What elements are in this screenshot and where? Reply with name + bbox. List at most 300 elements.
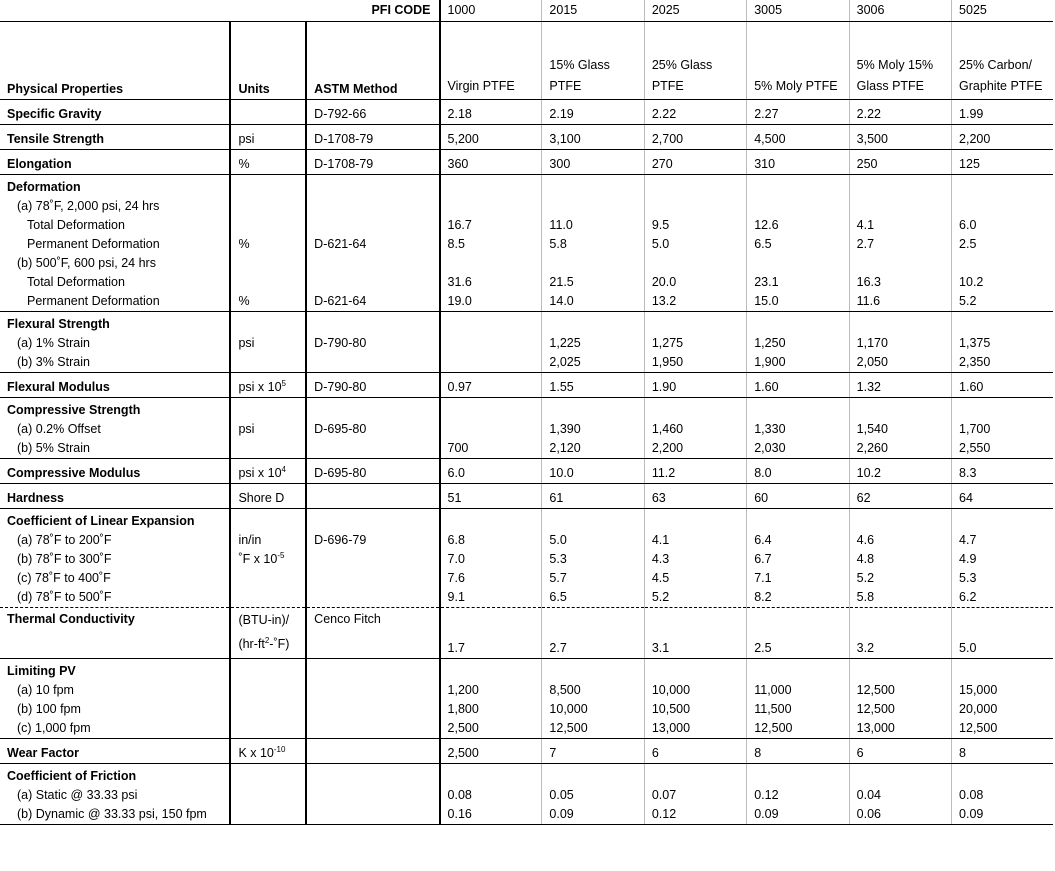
friction-b-method [306, 805, 439, 825]
linear-expansion-b-value: 4.3 [644, 550, 746, 569]
flexural-strength-b-value: 1,900 [747, 353, 849, 373]
pfi-code: 2015 [542, 0, 644, 22]
deformation-a-total-unit [230, 216, 306, 235]
elongation-value: 125 [952, 150, 1053, 175]
friction-a-value: 0.04 [849, 786, 951, 805]
deformation-b-perm-value: 19.0 [440, 292, 542, 312]
thermal-conductivity-value: 2.5 [747, 608, 849, 659]
pfi-code: 2025 [644, 0, 746, 22]
compressive-modulus-value: 11.2 [644, 459, 746, 484]
linear-expansion-d-value: 6.5 [542, 588, 644, 608]
flexural-strength-a-value: 1,250 [747, 334, 849, 353]
deformation-b-value [644, 254, 746, 273]
material-header-line: Virgin PTFE [447, 79, 515, 93]
material-header-line: 25% Glass [651, 58, 713, 72]
deformation-value [747, 175, 849, 198]
limiting-pv-b-unit [230, 700, 306, 719]
deformation-b-row [0, 254, 1053, 273]
tensile-strength-label: Tensile Strength [0, 125, 230, 150]
limiting-pv-c-value: 13,000 [644, 719, 746, 739]
flexural-strength-value [440, 312, 542, 335]
limiting-pv-value [542, 659, 644, 682]
specific-gravity-label: Specific Gravity [0, 100, 230, 125]
compressive-modulus-method: D-695-80 [306, 459, 439, 484]
compressive-strength-a-value: 1,540 [849, 420, 951, 439]
material-header [644, 22, 746, 100]
deformation-a-method [306, 197, 439, 216]
flexural-modulus-value: 1.60 [952, 373, 1053, 398]
linear-expansion-b-value: 6.7 [747, 550, 849, 569]
thermal-conductivity-unit-exponent: 2 [264, 636, 270, 645]
limiting-pv-b-value: 10,000 [542, 700, 644, 719]
deformation-b-perm-value: 5.2 [952, 292, 1053, 312]
units-header: Units [230, 22, 306, 100]
deformation-b-total-label: Total Deformation [27, 275, 125, 289]
linear-expansion-a-value: 4.7 [952, 531, 1053, 550]
flexural-strength-row [0, 312, 1053, 335]
compressive-modulus-value: 8.3 [952, 459, 1053, 484]
pfi-code: 3005 [747, 0, 849, 22]
linear-expansion-a-value: 6.8 [440, 531, 542, 550]
flexural-strength-b-value: 2,025 [542, 353, 644, 373]
deformation-a-value [952, 197, 1053, 216]
friction-a-unit [230, 786, 306, 805]
linear-expansion-d-unit [230, 588, 306, 608]
deformation-value [952, 175, 1053, 198]
linear-expansion-d-label: (d) 78˚F to 500˚F [0, 588, 230, 608]
linear-expansion-c-unit [230, 569, 306, 588]
thermal-conductivity-row [0, 608, 1053, 659]
linear-expansion-b-method [306, 550, 439, 569]
physical-properties-header: Physical Properties [0, 22, 230, 100]
deformation-a-perm-value: 5.0 [644, 235, 746, 254]
limiting-pv-b-value: 11,500 [747, 700, 849, 719]
flexural-modulus-value: 0.97 [440, 373, 542, 398]
wear-factor-value: 6 [849, 739, 951, 764]
thermal-conductivity-label: Thermal Conductivity [0, 608, 230, 659]
deformation-b-perm-value: 14.0 [542, 292, 644, 312]
specific-gravity-unit [230, 100, 306, 125]
friction-b-value: 0.06 [849, 805, 951, 825]
material-header-line: PTFE [651, 79, 684, 93]
deformation-b-total-value: 31.6 [440, 273, 542, 292]
elongation-method: D-1708-79 [306, 150, 439, 175]
compressive-strength-method [306, 398, 439, 421]
limiting-pv-method [306, 659, 439, 682]
hardness-label: Hardness [0, 484, 230, 509]
limiting-pv-value [440, 659, 542, 682]
deformation-b-total-value: 16.3 [849, 273, 951, 292]
elongation-value: 250 [849, 150, 951, 175]
deformation-b-total-row [0, 273, 1053, 292]
elongation-value: 270 [644, 150, 746, 175]
wear-factor-value: 8 [952, 739, 1053, 764]
deformation-a-label: (a) 78˚F, 2,000 psi, 24 hrs [17, 199, 160, 213]
friction-b-unit [230, 805, 306, 825]
hardness-value: 63 [644, 484, 746, 509]
deformation-value [440, 175, 542, 198]
deformation-a-perm-method: D-621-64 [306, 235, 439, 254]
flexural-strength-b-value: 2,350 [952, 353, 1053, 373]
deformation-value [849, 175, 951, 198]
linear-expansion-value [644, 509, 746, 532]
limiting-pv-a-method [306, 681, 439, 700]
astm-method-header: ASTM Method [306, 22, 439, 100]
limiting-pv-c-value: 12,500 [542, 719, 644, 739]
flexural-strength-b-label: (b) 3% Strain [0, 353, 230, 373]
compressive-modulus-value: 10.0 [542, 459, 644, 484]
tensile-strength-value: 5,200 [440, 125, 542, 150]
flexural-strength-b-value: 2,050 [849, 353, 951, 373]
deformation-a-perm-value: 5.8 [542, 235, 644, 254]
linear-expansion-d-method [306, 588, 439, 608]
limiting-pv-a-label: (a) 10 fpm [17, 683, 74, 697]
linear-expansion-method [306, 509, 439, 532]
tensile-strength-value: 2,200 [952, 125, 1053, 150]
compressive-strength-value [952, 398, 1053, 421]
pfi-code: 1000 [440, 0, 542, 22]
limiting-pv-c-method [306, 719, 439, 739]
flexural-strength-b-row [0, 353, 1053, 373]
compressive-strength-b-value: 2,030 [747, 439, 849, 459]
pfi-code: 5025 [952, 0, 1053, 22]
deformation-b-unit [230, 254, 306, 273]
compressive-strength-a-value: 1,460 [644, 420, 746, 439]
deformation-a-unit [230, 197, 306, 216]
limiting-pv-b-value: 1,800 [440, 700, 542, 719]
compressive-strength-a-label: (a) 0.2% Offset [17, 422, 101, 436]
deformation-a-value [440, 197, 542, 216]
linear-expansion-d-value: 8.2 [747, 588, 849, 608]
linear-expansion-c-value: 7.1 [747, 569, 849, 588]
flexural-strength-label: Flexural Strength [7, 317, 110, 331]
flexural-strength-value [644, 312, 746, 335]
thermal-conductivity-value: 3.2 [849, 608, 951, 659]
linear-expansion-c-value: 7.6 [440, 569, 542, 588]
limiting-pv-b-value: 12,500 [849, 700, 951, 719]
flexural-strength-a-value: 1,275 [644, 334, 746, 353]
flexural-strength-b-method [306, 353, 439, 373]
hardness-unit: Shore D [230, 484, 306, 509]
friction-a-method [306, 786, 439, 805]
friction-a-label: (a) Static @ 33.33 psi [17, 788, 138, 802]
thermal-conductivity-unit-line1: (BTU-in)/ [238, 613, 290, 627]
flexural-strength-unit [230, 312, 306, 335]
flexural-strength-value [542, 312, 644, 335]
specific-gravity-row [0, 100, 1053, 125]
compressive-strength-value [440, 398, 542, 421]
compressive-strength-row [0, 398, 1053, 421]
deformation-a-perm-unit: % [230, 235, 306, 254]
deformation-b-total-value: 21.5 [542, 273, 644, 292]
flexural-modulus-unit [230, 373, 306, 398]
specific-gravity-value: 2.22 [849, 100, 951, 125]
material-header [747, 22, 849, 100]
limiting-pv-value [747, 659, 849, 682]
limiting-pv-b-value: 20,000 [952, 700, 1053, 719]
linear-expansion-d-value: 9.1 [440, 588, 542, 608]
limiting-pv-value [952, 659, 1053, 682]
linear-expansion-b-unit [230, 550, 306, 569]
linear-expansion-unit-exponent: -5 [277, 551, 285, 560]
deformation-a-total-value: 11.0 [542, 216, 644, 235]
compressive-strength-b-unit [230, 439, 306, 459]
material-header [440, 22, 542, 100]
thermal-conductivity-method: Cenco Fitch [306, 608, 439, 659]
material-header [542, 22, 644, 100]
wear-factor-value: 2,500 [440, 739, 542, 764]
material-header-line: PTFE [549, 79, 582, 93]
compressive-modulus-value: 6.0 [440, 459, 542, 484]
flexural-strength-a-label: (a) 1% Strain [17, 336, 90, 350]
deformation-b-label: (b) 500˚F, 600 psi, 24 hrs [17, 256, 156, 270]
linear-expansion-c-value: 5.7 [542, 569, 644, 588]
limiting-pv-c-value: 2,500 [440, 719, 542, 739]
friction-a-value: 0.12 [747, 786, 849, 805]
linear-expansion-d-value: 5.2 [644, 588, 746, 608]
flexural-strength-value [747, 312, 849, 335]
friction-label: Coefficient of Friction [7, 769, 137, 783]
compressive-strength-b-label: (b) 5% Strain [0, 439, 230, 459]
linear-expansion-b-label: (b) 78˚F to 300˚F [17, 552, 112, 566]
linear-expansion-c-method [306, 569, 439, 588]
compressive-modulus-value: 10.2 [849, 459, 951, 484]
flexural-strength-value [849, 312, 951, 335]
limiting-pv-b-method [306, 700, 439, 719]
deformation-b-value [747, 254, 849, 273]
flexural-modulus-unit-exponent: 5 [281, 379, 286, 388]
specific-gravity-value: 2.27 [747, 100, 849, 125]
deformation-a-perm-label: Permanent Deformation [27, 237, 160, 251]
hardness-value: 61 [542, 484, 644, 509]
compressive-strength-a-unit: psi [230, 420, 306, 439]
deformation-b-total-value: 23.1 [747, 273, 849, 292]
linear-expansion-row [0, 509, 1053, 532]
material-header-line: Graphite PTFE [959, 79, 1043, 93]
friction-b-value: 0.09 [542, 805, 644, 825]
thermal-conductivity-value: 1.7 [440, 608, 542, 659]
limiting-pv-b-label: (b) 100 fpm [17, 702, 81, 716]
specific-gravity-value: 2.18 [440, 100, 542, 125]
material-header [952, 22, 1053, 100]
flexural-modulus-value: 1.90 [644, 373, 746, 398]
deformation-b-perm-value: 15.0 [747, 292, 849, 312]
friction-b-label: (b) Dynamic @ 33.33 psi, 150 fpm [0, 805, 230, 825]
tensile-strength-value: 4,500 [747, 125, 849, 150]
flexural-modulus-label: Flexural Modulus [0, 373, 230, 398]
hardness-value: 60 [747, 484, 849, 509]
flexural-modulus-value: 1.60 [747, 373, 849, 398]
flexural-strength-a-method: D-790-80 [306, 334, 439, 353]
flexural-modulus-row [0, 373, 1053, 398]
deformation-a-value [747, 197, 849, 216]
spacer-cell [0, 0, 230, 22]
friction-b-value: 0.16 [440, 805, 542, 825]
limiting-pv-b-value: 10,500 [644, 700, 746, 719]
deformation-method [306, 175, 439, 198]
compressive-modulus-unit [230, 459, 306, 484]
linear-expansion-b-value: 4.8 [849, 550, 951, 569]
deformation-a-total-value: 9.5 [644, 216, 746, 235]
compressive-strength-b-row [0, 439, 1053, 459]
compressive-modulus-label: Compressive Modulus [0, 459, 230, 484]
deformation-a-total-value: 4.1 [849, 216, 951, 235]
elongation-value: 310 [747, 150, 849, 175]
deformation-b-value [440, 254, 542, 273]
limiting-pv-c-label: (c) 1,000 fpm [0, 719, 230, 739]
friction-a-value: 0.05 [542, 786, 644, 805]
flexural-strength-method [306, 312, 439, 335]
specific-gravity-value: 1.99 [952, 100, 1053, 125]
thermal-conductivity-value: 5.0 [952, 608, 1053, 659]
linear-expansion-c-value: 5.2 [849, 569, 951, 588]
deformation-a-total-row [0, 216, 1053, 235]
compressive-strength-b-value: 2,120 [542, 439, 644, 459]
friction-a-value: 0.08 [440, 786, 542, 805]
limiting-pv-a-value: 1,200 [440, 681, 542, 700]
deformation-a-total-value: 12.6 [747, 216, 849, 235]
linear-expansion-a-value: 4.6 [849, 531, 951, 550]
deformation-b-method [306, 254, 439, 273]
compressive-strength-a-value: 1,390 [542, 420, 644, 439]
linear-expansion-value [747, 509, 849, 532]
compressive-strength-b-value: 2,550 [952, 439, 1053, 459]
linear-expansion-c-label: (c) 78˚F to 400˚F [17, 571, 111, 585]
thermal-conductivity-value: 2.7 [542, 608, 644, 659]
pfi-code: 3006 [849, 0, 951, 22]
tensile-strength-value: 3,500 [849, 125, 951, 150]
linear-expansion-a-value: 4.1 [644, 531, 746, 550]
linear-expansion-a-row [0, 531, 1053, 550]
compressive-strength-a-value: 1,700 [952, 420, 1053, 439]
deformation-b-perm-label: Permanent Deformation [0, 292, 230, 312]
linear-expansion-value [440, 509, 542, 532]
linear-expansion-a-label: (a) 78˚F to 200˚F [17, 533, 112, 547]
tensile-strength-unit: psi [230, 125, 306, 150]
linear-expansion-b-row [0, 550, 1053, 569]
flexural-strength-a-value: 1,225 [542, 334, 644, 353]
deformation-a-value [849, 197, 951, 216]
wear-factor-value: 7 [542, 739, 644, 764]
wear-factor-row [0, 739, 1053, 764]
deformation-b-total-method [306, 273, 439, 292]
compressive-modulus-value: 8.0 [747, 459, 849, 484]
linear-expansion-a-method: D-696-79 [306, 531, 439, 550]
compressive-strength-b-value: 2,200 [644, 439, 746, 459]
linear-expansion-value [952, 509, 1053, 532]
compressive-strength-b-value: 2,260 [849, 439, 951, 459]
deformation-a-perm-value: 2.5 [952, 235, 1053, 254]
material-header [849, 22, 951, 100]
flexural-modulus-value: 1.32 [849, 373, 951, 398]
friction-row [0, 764, 1053, 787]
wear-factor-unit [230, 739, 306, 764]
thermal-conductivity-value: 3.1 [644, 608, 746, 659]
flexural-strength-b-value: 1,950 [644, 353, 746, 373]
linear-expansion-unit [230, 509, 306, 532]
flexural-modulus-unit-base: psi x 10 [238, 380, 282, 394]
friction-value [440, 764, 542, 787]
wear-factor-unit-exponent: -10 [273, 745, 286, 754]
linear-expansion-a-value: 6.4 [747, 531, 849, 550]
friction-a-value: 0.08 [952, 786, 1053, 805]
deformation-value [644, 175, 746, 198]
deformation-a-total-method [306, 216, 439, 235]
limiting-pv-c-value: 13,000 [849, 719, 951, 739]
limiting-pv-a-value: 8,500 [542, 681, 644, 700]
friction-value [747, 764, 849, 787]
deformation-label: Deformation [7, 180, 81, 194]
deformation-b-total-unit [230, 273, 306, 292]
limiting-pv-c-row [0, 719, 1053, 739]
deformation-a-perm-value: 2.7 [849, 235, 951, 254]
compressive-strength-b-value: 700 [440, 439, 542, 459]
limiting-pv-a-value: 12,500 [849, 681, 951, 700]
deformation-b-perm-method: D-621-64 [306, 292, 439, 312]
thermal-conductivity-unit [230, 608, 306, 659]
linear-expansion-a-unit: in/in [230, 531, 306, 550]
linear-expansion-c-value: 4.5 [644, 569, 746, 588]
flexural-strength-a-value: 1,170 [849, 334, 951, 353]
wear-factor-value: 8 [747, 739, 849, 764]
limiting-pv-row [0, 659, 1053, 682]
tensile-strength-value: 3,100 [542, 125, 644, 150]
pfi-code-label: PFI CODE [306, 0, 439, 22]
deformation-a-total-label: Total Deformation [27, 218, 125, 232]
limiting-pv-label: Limiting PV [7, 664, 76, 678]
spacer-cell [230, 0, 306, 22]
compressive-strength-value [747, 398, 849, 421]
limiting-pv-value [849, 659, 951, 682]
limiting-pv-a-row [0, 681, 1053, 700]
deformation-b-total-value: 20.0 [644, 273, 746, 292]
wear-factor-method [306, 739, 439, 764]
friction-value [952, 764, 1053, 787]
hardness-method [306, 484, 439, 509]
linear-expansion-b-value: 5.3 [542, 550, 644, 569]
compressive-strength-a-row [0, 420, 1053, 439]
compressive-strength-a-value: 1,330 [747, 420, 849, 439]
specific-gravity-value: 2.19 [542, 100, 644, 125]
wear-factor-label: Wear Factor [0, 739, 230, 764]
deformation-a-perm-row [0, 235, 1053, 254]
friction-a-value: 0.07 [644, 786, 746, 805]
hardness-value: 62 [849, 484, 951, 509]
deformation-value [542, 175, 644, 198]
flexural-strength-a-value: 1,375 [952, 334, 1053, 353]
limiting-pv-a-value: 11,000 [747, 681, 849, 700]
flexural-modulus-method: D-790-80 [306, 373, 439, 398]
thermal-conductivity-unit-line2: (hr-ft [238, 637, 265, 651]
column-header-row [0, 22, 1053, 100]
elongation-row [0, 150, 1053, 175]
specific-gravity-method: D-792-66 [306, 100, 439, 125]
compressive-modulus-unit-exponent: 4 [281, 465, 286, 474]
limiting-pv-unit [230, 659, 306, 682]
deformation-a-value [542, 197, 644, 216]
wear-factor-unit-base: K x 10 [238, 746, 274, 760]
friction-value [849, 764, 951, 787]
flexural-strength-b-unit [230, 353, 306, 373]
deformation-a-total-value: 6.0 [952, 216, 1053, 235]
friction-b-value: 0.09 [952, 805, 1053, 825]
wear-factor-value: 6 [644, 739, 746, 764]
material-header-line: 5% Moly 15% [856, 58, 934, 72]
flexural-strength-a-unit: psi [230, 334, 306, 353]
compressive-strength-a-method: D-695-80 [306, 420, 439, 439]
deformation-b-total-value: 10.2 [952, 273, 1053, 292]
linear-expansion-d-row [0, 588, 1053, 608]
